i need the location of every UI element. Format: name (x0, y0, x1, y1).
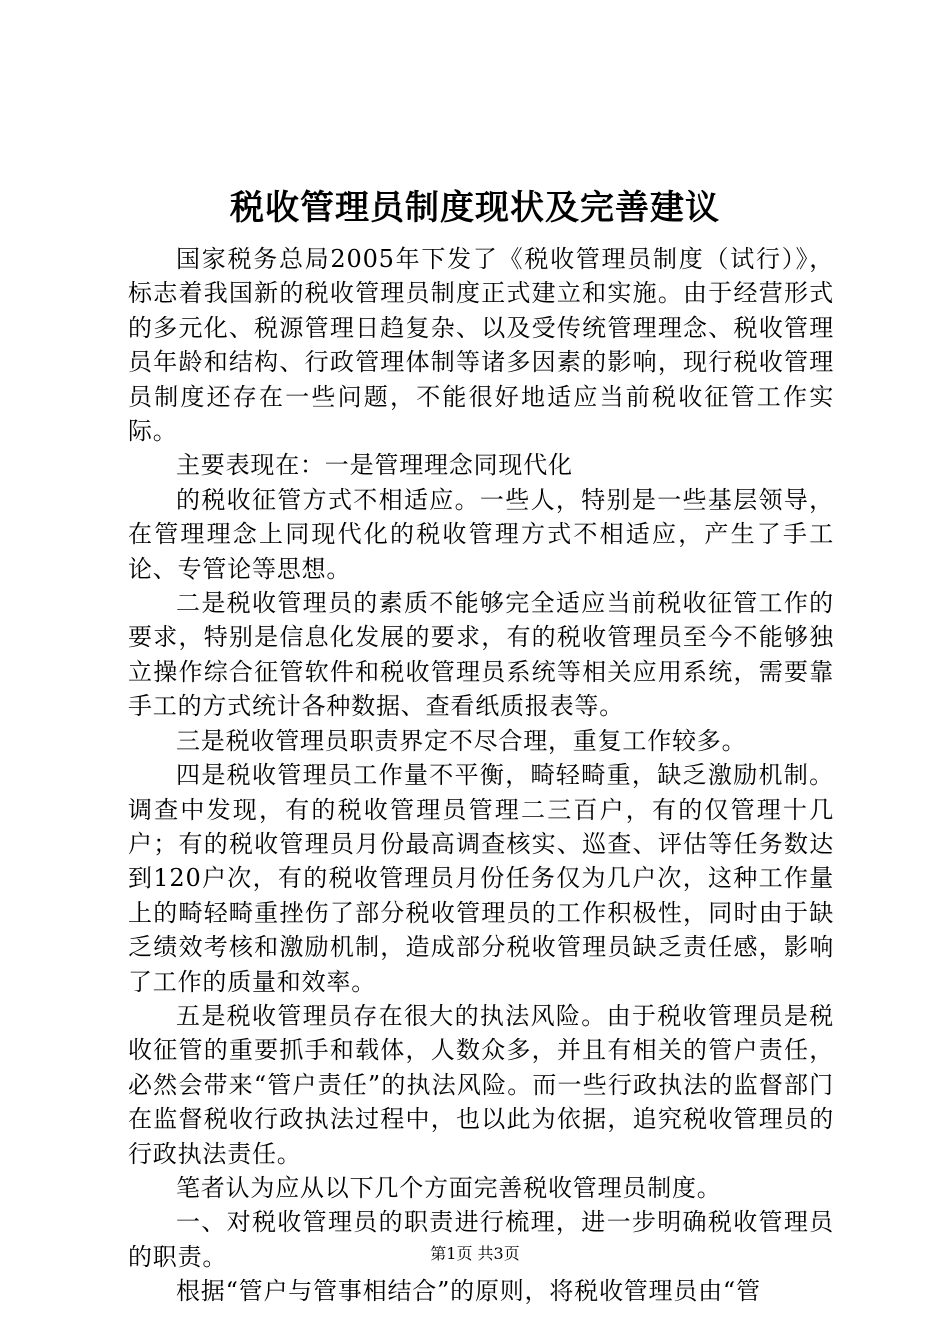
paragraph: 主要表现在：一是管理理念同现代化 (176, 451, 573, 480)
paragraph: 一、对税收管理员的职责进行梳理，进一步明确税收管理员的职责。 (128, 1208, 834, 1271)
paragraph: 四是税收管理员工作量不平衡，畸轻畸重，缺乏激励机制。调查中发现，有的税收管理员管理二三百户，有的仅管理十几户；有的税收管理员月份最高调查核实、巡查、评估等任务数达到120户次，有的税收管理员月份任务仅为几户次，这种工作量上的畸轻畸重挫伤了部分税收管理员的工作积极性，同时由于缺乏绩效考核和激励机制，造成部分税收管理员缺乏责任感，影响了工作的质量和效率。 (128, 761, 834, 996)
page-footer (0, 1244, 950, 1264)
paragraph: 三是税收管理员职责界定不尽合理，重复工作较多。 (176, 726, 747, 755)
page-number: 第1页 共3页 (430, 1244, 520, 1263)
paragraph: 国家税务总局2005年下发了《税收管理员制度（试行）》，标志着我国新的税收管理员制度正式建立和实施。由于经营形式的多元化、税源管理日趋复杂、以及受传统管理理念、税收管理员年龄和结构、行政管理体制等诸多因素的影响，现行税收管理员制度还存在一些问题，不能很好地适应当前税收征管工作实际。 (128, 245, 834, 446)
paragraph: 根据“管户与管事相结合”的原则，将税收管理员由“管 (176, 1277, 761, 1306)
document-title: 税收管理员制度现状及完善建议 (230, 188, 720, 228)
paragraph: 二是税收管理员的素质不能够完全适应当前税收征管工作的要求，特别是信息化发展的要求，有的税收管理员至今不能够独立操作综合征管软件和税收管理员系统等相关应用系统，需要靠手工的方式统计各种数据、查看纸质报表等。 (128, 589, 834, 721)
document-body (128, 242, 834, 1309)
paragraph: 五是税收管理员存在很大的执法风险。由于税收管理员是税收征管的重要抓手和载体，人数众多，并且有相关的管户责任，必然会带来“管户责任”的执法风险。而一些行政执法的监督部门在监督税收行政执法过程中，也以此为依据，追究税收管理员的行政执法责任。 (128, 1001, 834, 1168)
paragraph: 笔者认为应从以下几个方面完善税收管理员制度。 (176, 1173, 722, 1202)
paragraph: 的税收征管方式不相适应。一些人，特别是一些基层领导，在管理理念上同现代化的税收管理方式不相适应，产生了手工论、专管论等思想。 (128, 485, 834, 583)
